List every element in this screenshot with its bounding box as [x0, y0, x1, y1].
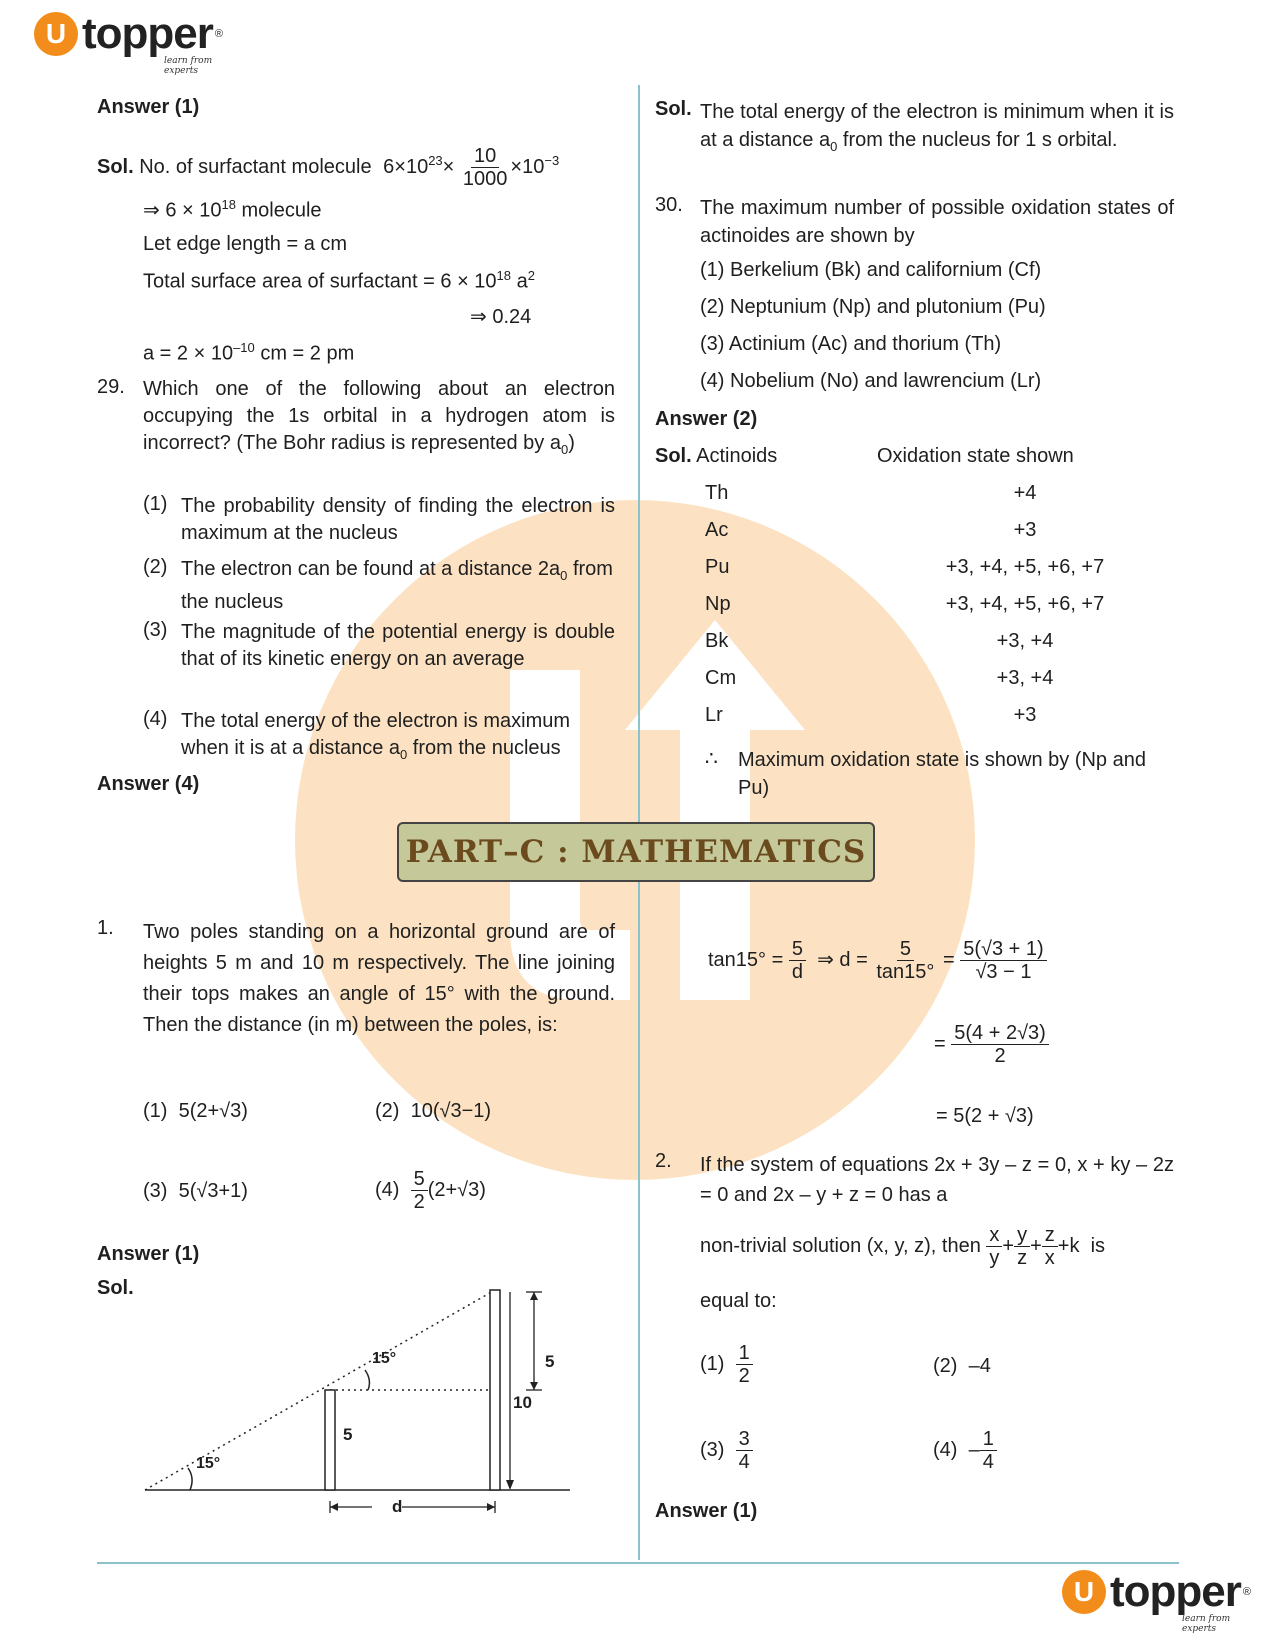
sol-29-label: Sol. — [655, 98, 692, 120]
q29-opt3: The magnitude of the potential energy is double that of its kinetic energy on an average — [181, 621, 615, 670]
sol-text: No. of surfactant molecule — [139, 155, 372, 178]
height-label-5: 5 — [343, 1425, 353, 1444]
footer-rule — [97, 1562, 1179, 1564]
q1-opt3: (3) 5(√3+1) — [143, 1180, 248, 1202]
q29-opt2: The electron can be found at a distance $2a_0$ from the nucleus — [181, 558, 613, 613]
table-row: Ac +3 — [705, 519, 1037, 541]
sol-29-text: The total energy of the electron is minimum when it is at a distance $a_0$ from the nucleus for 1 s orbital. — [700, 101, 1174, 154]
angle-label-2: 15° — [372, 1350, 397, 1367]
q29-opt4-num: (4) — [143, 708, 168, 730]
q2-opt1: (1) $\frac{1}{2}$ — [700, 1342, 753, 1387]
q30-opt4: (4) Nobelium (No) and lawrencium (Lr) — [700, 370, 1042, 392]
q29-opt4: The total energy of the electron is maximum when it is at a distance $a_0$ from the nucleus — [181, 710, 571, 762]
height-label-10: 10 — [513, 1393, 532, 1412]
sol-30-header: Sol. Actinoids — [655, 445, 778, 467]
sol1-eq2: = $\frac{5(4 + 2√3)}{2}$ — [934, 1022, 1049, 1067]
therefore-symbol: ∴ — [705, 748, 718, 770]
table-row: Th +4 — [705, 482, 1037, 504]
sol-28-step1: ⇒ $6 \times 10^{18}$ molecule — [143, 197, 322, 222]
q2-text: If the system of equations 2x + 3y – z = 0, x + ky – 2z = 0 and 2x – y + z = 0 has a — [700, 1154, 1174, 1206]
sol1-eq3: = 5(2 + √3) — [936, 1105, 1034, 1127]
table-row: Lr +3 — [705, 704, 1037, 726]
q2-opt4: (4) – $\frac{1}{4}$ — [933, 1428, 997, 1473]
answer-30: Answer (2) — [655, 408, 758, 430]
q2-number: 2. — [655, 1150, 672, 1172]
registered-mark: ® — [214, 28, 223, 40]
brand-name: topper — [82, 9, 213, 58]
angle-label-1: 15° — [196, 1455, 221, 1472]
brand-tagline: learn from experts — [164, 56, 213, 76]
answer-1: Answer (1) — [97, 1243, 200, 1265]
q2-text-3: equal to: — [700, 1290, 777, 1312]
q1-number: 1. — [97, 917, 114, 939]
table-row: Pu +3, +4, +5, +6, +7 — [705, 556, 1105, 578]
q1-opt1: (1) 5(2+√3) — [143, 1100, 248, 1122]
topper-logo — [34, 9, 223, 76]
q29-opt2-num: (2) — [143, 556, 168, 578]
table-row: Np +3, +4, +5, +6, +7 — [705, 593, 1105, 615]
sol-1-label: Sol. — [97, 1277, 134, 1299]
sol-30-conclusion: Maximum oxidation state is shown by (Np and Pu) — [738, 749, 1146, 799]
table-row: Bk +3, +4 — [705, 630, 1054, 652]
answer-2: Answer (1) — [655, 1500, 758, 1522]
sol1-eq1: tan15° = $\frac{5}{d}$ ⇒ d = $\frac{5}{\tan 15^\circ}$ = $\frac{5(√3 + 1)}{√3 - 1}$ — [708, 938, 1047, 983]
q30-number: 30. — [655, 194, 683, 216]
q29-opt1: The probability density of finding the electron is maximum at the nucleus — [181, 495, 615, 544]
brand-tagline: learn from experts — [1182, 1614, 1231, 1634]
q29-opt1-num: (1) — [143, 493, 168, 515]
height-diff-label: 5 — [545, 1352, 555, 1371]
q1-opt2: (2) 10(√3−1) — [375, 1100, 492, 1122]
topper-logo-footer — [1062, 1567, 1251, 1634]
section-banner: PART–C : MATHEMATICS — [397, 822, 875, 882]
q30-opt3: (3) Actinium (Ac) and thorium (Th) — [700, 333, 1002, 355]
pole-10m — [490, 1290, 500, 1490]
q30-opt1: (1) Berkelium (Bk) and californium (Cf) — [700, 259, 1042, 281]
q2-opt2: (2) –4 — [933, 1355, 991, 1377]
sol-28-step5: $a = 2 \times 10^{-10}$ cm = 2 pm — [143, 340, 355, 365]
q2-text-2: non-trivial solution (x, y, z), then $\frac{x}{y}$ + $\frac{y}{z}$ + $\frac{z}{x}$ +k is — [700, 1224, 1106, 1269]
sol-28-step2: Let edge length = a cm — [143, 233, 348, 255]
distance-label: d — [392, 1497, 403, 1516]
q30-text: The maximum number of possible oxidation states of actinoides are shown by — [700, 197, 1174, 247]
q29-number: 29. — [97, 376, 125, 398]
q29-opt3-num: (3) — [143, 619, 168, 641]
sol-28-step3: Total surface area of surfactant = $6 \times 10^{18}$ $a^2$ — [143, 268, 535, 293]
col-actinoids: Actinoids — [696, 445, 778, 467]
q29-text: Which one of the following about an electron occupying the 1s orbital in a hydrogen atom is incorrect? (The Bohr radius is represented by $a_0$) — [143, 378, 615, 457]
sol-28-line: Sol. No. of surfactant molecule $6\times 10^{23}\times$ $\frac{10}{1000}$ $\times 10^{-3}$ — [97, 145, 560, 190]
col-oxidation: Oxidation state shown — [877, 445, 1074, 467]
expr-part: 6×10 — [383, 155, 429, 178]
q30-opt2: (2) Neptunium (Np) and plutonium (Pu) — [700, 296, 1046, 318]
sol-label: Sol. — [97, 155, 134, 178]
q1-text: Two poles standing on a horizontal ground are of heights 5 m and 10 m respectively. The line joining their tops makes an angle of 15° with the ground. Then the distance (in m) between the poles, is: — [143, 921, 615, 1036]
brand-name: topper — [1110, 1567, 1241, 1616]
fraction: $\frac{10}{1000}$ — [462, 145, 508, 190]
q2-opt3: (3) $\frac{3}{4}$ — [700, 1428, 753, 1473]
sol-28-step4: ⇒ 0.24 — [470, 306, 532, 328]
answer-29: Answer (4) — [97, 773, 200, 795]
topper-logo-icon: U — [1062, 1570, 1106, 1614]
q1-opt4: (4) $\frac{5}{2}$ (2+√3) — [375, 1168, 486, 1213]
registered-mark: ® — [1242, 1586, 1251, 1598]
table-row: Cm +3, +4 — [705, 667, 1054, 689]
pole-5m — [325, 1390, 335, 1490]
topper-logo-icon: U — [34, 12, 78, 56]
answer-28: Answer (1) — [97, 96, 200, 118]
